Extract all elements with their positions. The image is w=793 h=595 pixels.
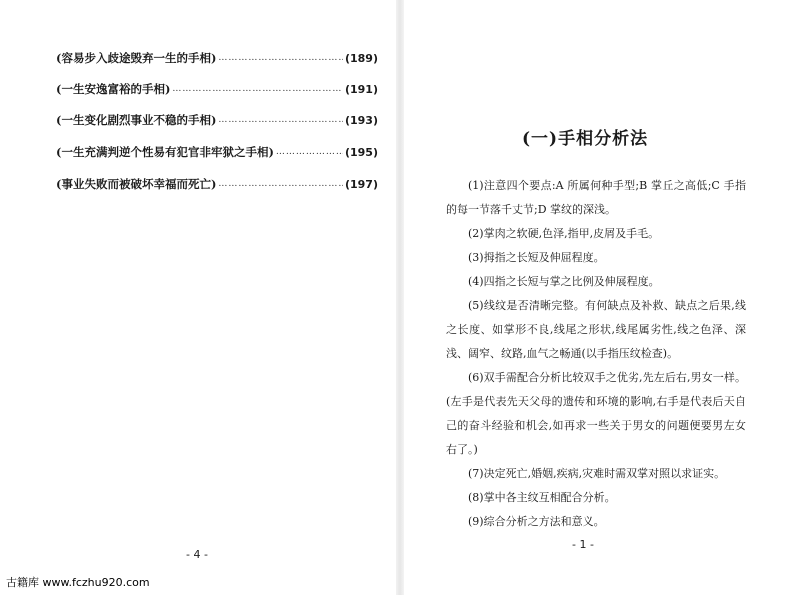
left-page-number: - 4 - — [186, 548, 208, 561]
watermark-text: 古籍库 www.fczhu920.com — [6, 576, 150, 589]
toc-entry-title: (一生安逸富裕的手相) — [56, 82, 171, 96]
toc-entry-title: (一生充满判逆个性易有犯官非牢狱之手相) — [56, 145, 274, 159]
toc-leader-dots — [218, 53, 343, 63]
paragraph: (6)双手需配合分析比较双手之优劣,先左后右,男女一样。(左手是代表先天父母的遗传和环境的影响,右手是代表后天自己的奋斗经验和机会,如再求一些关于男女的问题便要男左女右了。) — [446, 371, 746, 456]
toc-leader-dots — [172, 84, 343, 94]
paragraph: (1)注意四个要点:A 所属何种手型;B 掌丘之高低;C 手指的每一节落千丈节;D 掌纹的深浅。 — [446, 179, 746, 216]
body-text — [446, 174, 746, 534]
right-page-number: - 1 - — [572, 538, 594, 551]
toc-entry-page: (191) — [344, 82, 378, 96]
paragraph: (3)拇指之长短及伸屈程度。 — [468, 251, 605, 264]
toc-entry — [56, 79, 378, 99]
section-title: (一)手相分析法 — [522, 129, 649, 149]
toc-entry — [56, 48, 378, 68]
paragraph: (9)综合分析之方法和意义。 — [468, 515, 605, 528]
toc-entry-title: (容易步入歧途毁弃一生的手相) — [56, 51, 217, 65]
toc-entry-page: (197) — [344, 177, 378, 191]
toc-entry-title: (一生变化剧烈事业不稳的手相) — [56, 113, 217, 127]
toc-entry-page: (189) — [344, 51, 378, 65]
toc-entry-title: (事业失败而被破坏幸福而死亡) — [56, 177, 217, 191]
toc-entry — [56, 110, 378, 130]
book-gutter — [396, 0, 404, 595]
toc-leader-dots — [276, 147, 343, 157]
toc-leader-dots — [218, 179, 343, 189]
paragraph: (4)四指之长短与掌之比例及伸展程度。 — [468, 275, 660, 288]
toc-entry-page: (193) — [344, 113, 378, 127]
paragraph: (7)决定死亡,婚姻,疾病,灾难时需双掌对照以求证实。 — [468, 467, 726, 480]
paragraph: (8)掌中各主纹互相配合分析。 — [468, 491, 616, 504]
toc-entry — [56, 142, 378, 162]
toc-entry-page: (195) — [344, 145, 378, 159]
paragraph: (2)掌肉之软硬,色泽,指甲,皮屑及手毛。 — [468, 227, 660, 240]
right-page — [404, 0, 793, 595]
toc-entry — [56, 174, 378, 194]
toc-leader-dots — [218, 115, 343, 125]
paragraph: (5)线纹是否清晰完整。有何缺点及补救、缺点之后果,线之长度、如掌形不良,线尾之形状,线尾属劣性,线之色泽、深浅、阔窄、纹路,血气之畅通(以手指压纹检查)。 — [446, 299, 746, 360]
left-page — [0, 0, 396, 595]
